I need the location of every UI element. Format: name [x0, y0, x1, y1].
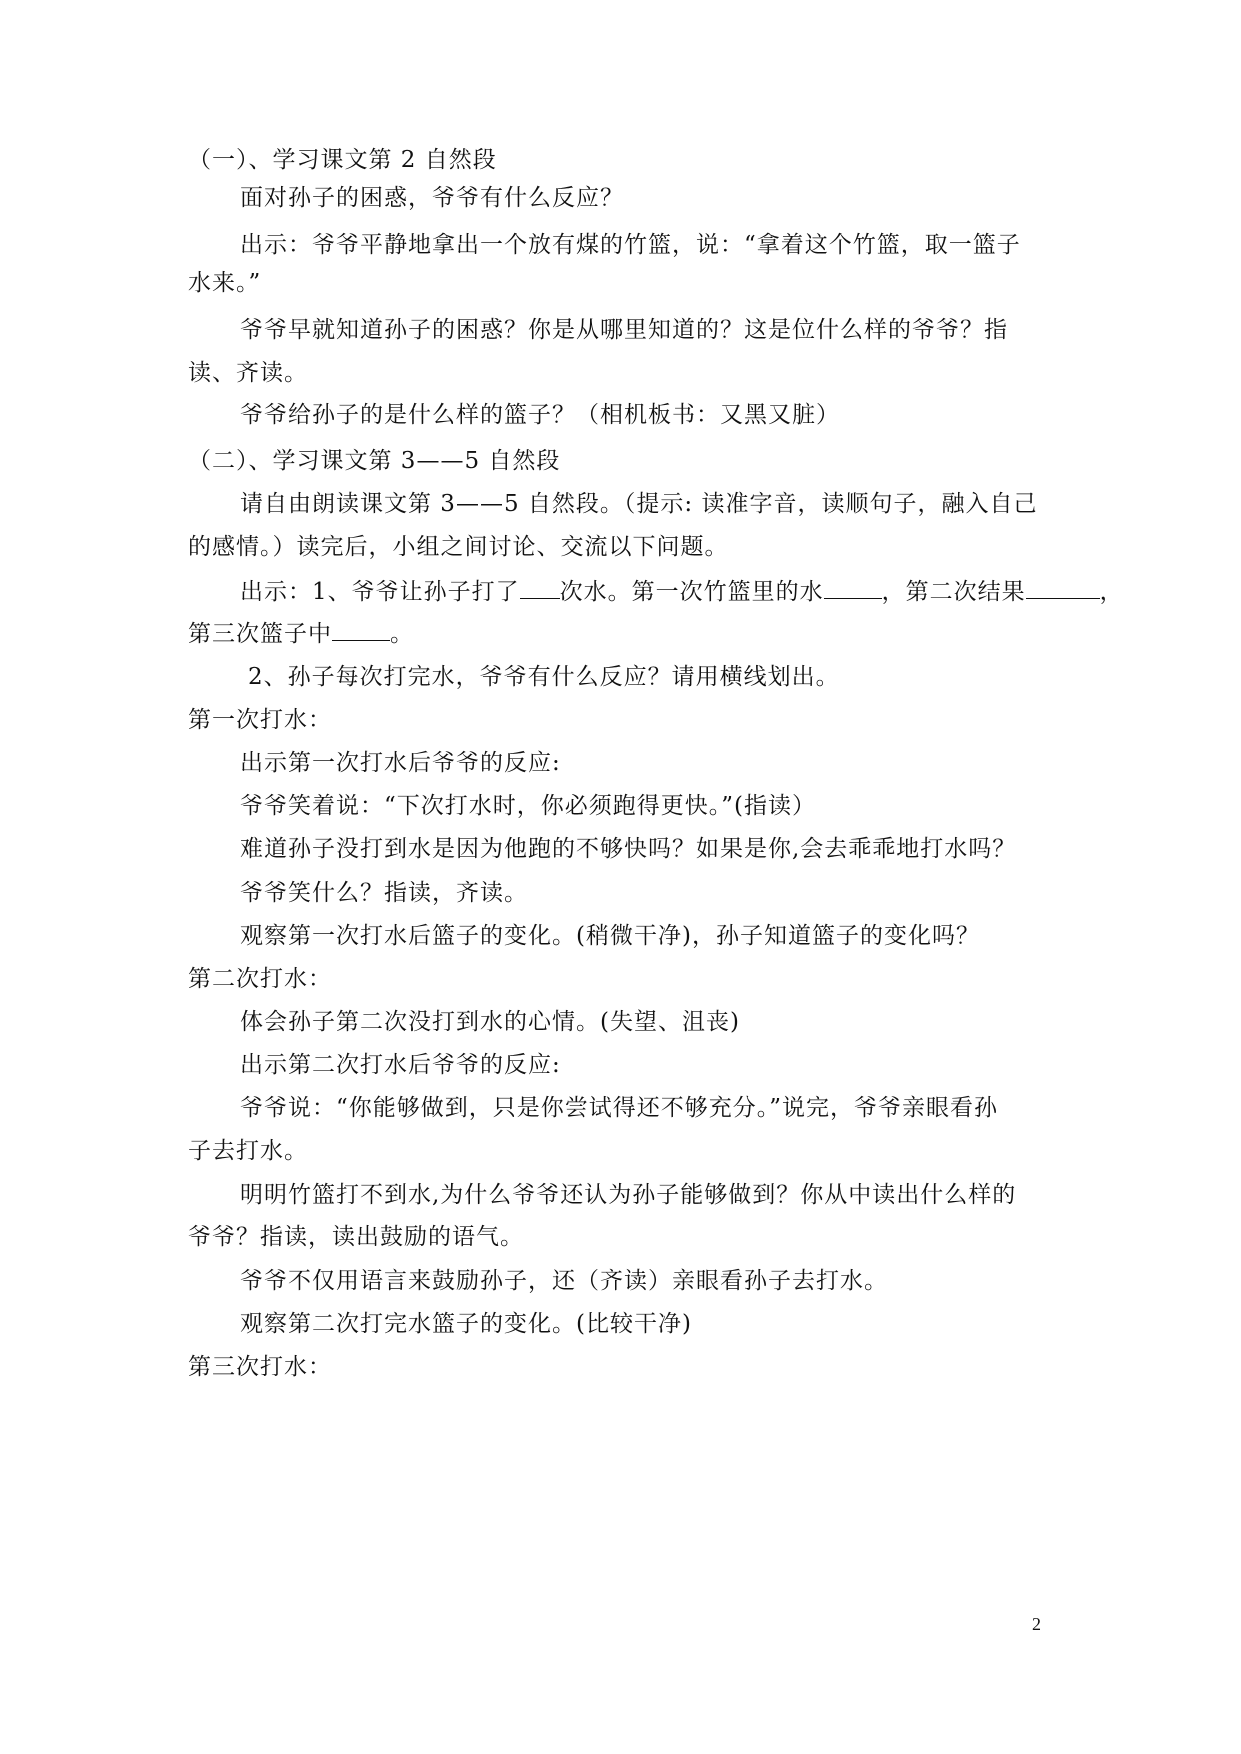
answer-blank	[332, 618, 390, 641]
paragraph-line: 爷爷给孙子的是什么样的篮子？（相机板书：又黑又脏）	[240, 402, 840, 428]
section-heading-1: （一）、学习课文第 2 自然段	[188, 147, 497, 173]
answer-blank	[824, 576, 882, 599]
paragraph-line: 子去打水。	[188, 1138, 308, 1164]
paragraph-line: 请自由朗读课文第 3——5 自然段。（提示: 读准字音，读顺句子，融入自己	[240, 491, 1038, 517]
paragraph-line: 水来。”	[188, 270, 262, 296]
question-line-1	[240, 576, 1124, 607]
paragraph-line: 爷爷笑着说：“下次打水时，你必须跑得更快。”(指读）	[240, 793, 816, 819]
answer-blank	[520, 576, 560, 599]
paragraph-line: 爷爷早就知道孙子的困惑？你是从哪里知道的？这是位什么样的爷爷？指	[240, 317, 1008, 343]
paragraph-line: 面对孙子的困惑，爷爷有什么反应？	[240, 185, 624, 211]
section-heading-2: （二）、学习课文第 3——5 自然段	[188, 448, 561, 474]
paragraph-line: 出示：爷爷平静地拿出一个放有煤的竹篮，说：“拿着这个竹篮，取一篮子	[240, 232, 1021, 258]
subheading: 第一次打水：	[188, 707, 332, 733]
question-text: 。	[390, 621, 414, 647]
question-text: 出示：1、爷爷让孙子打了	[240, 579, 520, 605]
paragraph-line: 观察第一次打水后篮子的变化。(稍微干净)，孙子知道篮子的变化吗？	[240, 923, 980, 949]
paragraph-line: 爷爷不仅用语言来鼓励孙子，还（齐读）亲眼看孙子去打水。	[240, 1268, 888, 1294]
question-text: ，第二次结果	[881, 579, 1026, 605]
paragraph-line: 爷爷？指读，读出鼓励的语气。	[188, 1224, 524, 1250]
subheading: 第三次打水：	[188, 1354, 332, 1380]
paragraph-line: 爷爷说：“你能够做到，只是你尝试得还不够充分。”说完，爷爷亲眼看孙	[240, 1095, 999, 1121]
answer-blank	[1026, 576, 1100, 599]
paragraph-line: 难道孙子没打到水是因为他跑的不够快吗？如果是你,会去乖乖地打水吗？	[240, 836, 1017, 862]
question-text: 第三次篮子中	[188, 621, 332, 647]
paragraph-line: 体会孙子第二次没打到水的心情。(失望、沮丧)	[240, 1009, 740, 1035]
question-line-2: 2、孙子每次打完水，爷爷有什么反应？请用横线划出。	[248, 664, 840, 690]
question-text: ，	[1099, 579, 1124, 605]
subheading: 第二次打水：	[188, 966, 332, 992]
paragraph-line: 观察第二次打完水篮子的变化。(比较干净)	[240, 1311, 692, 1337]
question-text: 次水。第一次竹篮里的水	[559, 579, 824, 605]
paragraph-line: 的感情。）读完后，小组之间讨论、交流以下问题。	[188, 534, 729, 560]
paragraph-line: 爷爷笑什么？指读，齐读。	[240, 880, 528, 906]
page-number: 2	[1032, 1614, 1041, 1634]
paragraph-line: 出示第一次打水后爷爷的反应:	[240, 750, 561, 776]
question-line-1-cont	[188, 618, 414, 649]
paragraph-line: 明明竹篮打不到水,为什么爷爷还认为孙子能够做到？你从中读出什么样的	[240, 1182, 1017, 1208]
paragraph-line: 出示第二次打水后爷爷的反应:	[240, 1052, 561, 1078]
paragraph-line: 读、齐读。	[188, 360, 308, 386]
